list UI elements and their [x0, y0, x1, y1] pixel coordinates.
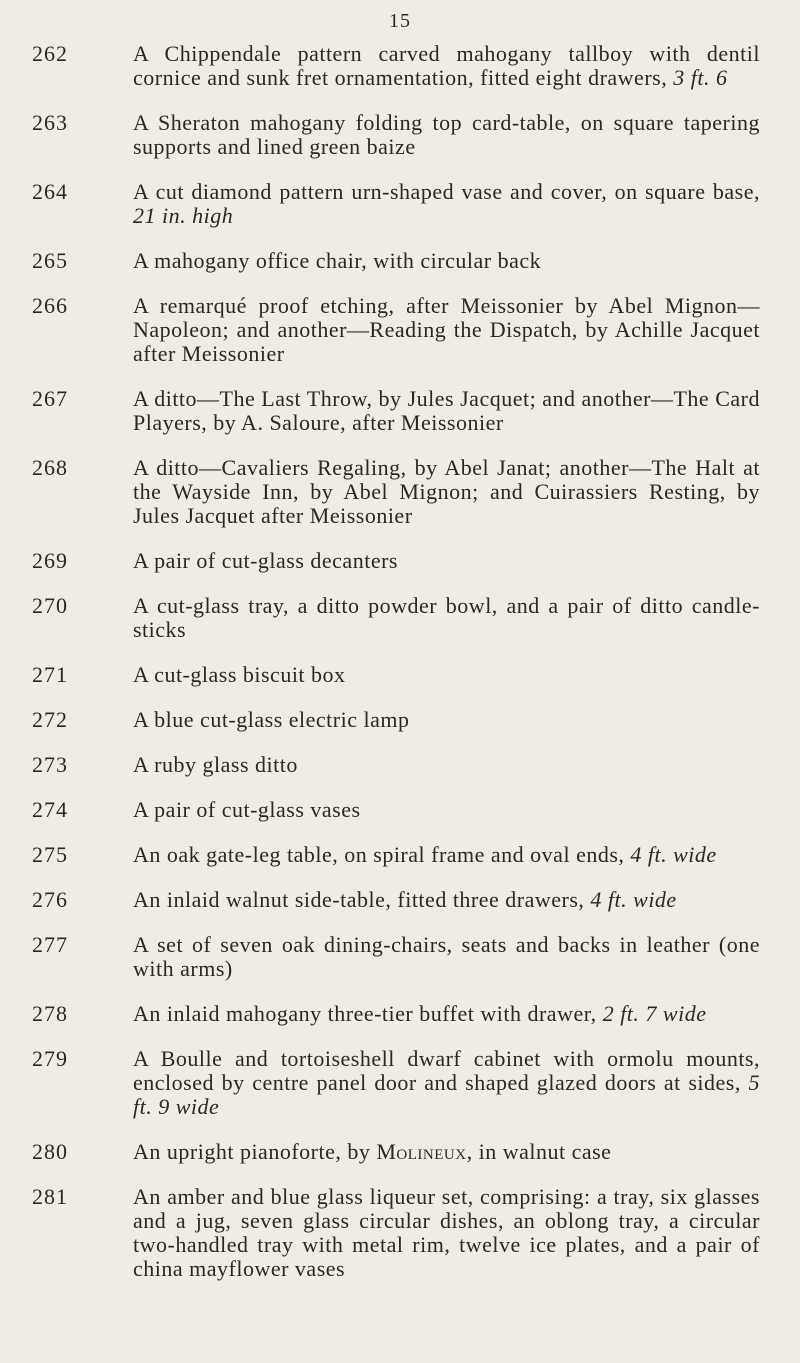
lot-number: 272 [32, 707, 68, 732]
lot-text: An inlaid mahogany three-tier buffet with drawer, [133, 1001, 597, 1026]
lot-268 [0, 456, 800, 528]
lot-dimensions: 5 ft. 9 wide [133, 1070, 760, 1119]
lot-263 [0, 111, 800, 159]
lot-description [133, 753, 760, 777]
lot-dimensions: 2 ft. 7 wide [602, 1001, 707, 1026]
lot-text: A remarqué proof etching, after Meissonier by Abel Mignon—Napoleon; and another—Reading the Dispatch, by Achille Jacquet after Meissonier [133, 293, 760, 366]
lot-273 [0, 753, 800, 777]
lot-265 [0, 249, 800, 273]
lot-text: A cut-glass biscuit box [133, 662, 346, 687]
lot-280 [0, 1140, 800, 1164]
lot-number: 267 [32, 386, 68, 411]
lot-270 [0, 594, 800, 642]
lot-description [133, 708, 760, 732]
lot-description [133, 549, 760, 573]
lot-number: 265 [32, 248, 68, 273]
lot-262 [0, 42, 800, 90]
lot-description [133, 249, 760, 273]
lot-number: 269 [32, 548, 68, 573]
lot-text: A cut diamond pattern urn-shaped vase and cover, on square base, [133, 179, 760, 204]
lot-description [133, 1140, 760, 1164]
lot-number: 262 [32, 41, 68, 66]
lot-number: 275 [32, 842, 68, 867]
lot-number: 271 [32, 662, 68, 687]
lot-description [133, 180, 760, 228]
lot-number: 276 [32, 887, 68, 912]
lot-number: 274 [32, 797, 68, 822]
lot-text: An oak gate-leg table, on spiral frame and oval ends, [133, 842, 625, 867]
lot-264 [0, 180, 800, 228]
lot-text: A pair of cut-glass decanters [133, 548, 398, 573]
lot-description [133, 294, 760, 366]
lot-description [133, 843, 760, 867]
lot-description [133, 1047, 760, 1119]
lot-text: A blue cut-glass electric lamp [133, 707, 410, 732]
lot-number: 263 [32, 110, 68, 135]
lot-description [133, 663, 760, 687]
lot-text: An inlaid walnut side-table, fitted three drawers, [133, 887, 585, 912]
lot-number: 279 [32, 1046, 68, 1071]
lot-271 [0, 663, 800, 687]
lot-number: 278 [32, 1001, 68, 1026]
lot-number: 270 [32, 593, 68, 618]
lot-274 [0, 798, 800, 822]
lot-list [0, 42, 800, 1302]
lot-277 [0, 933, 800, 981]
lot-text: A ruby glass ditto [133, 752, 298, 777]
page-number: 15 [389, 10, 411, 32]
lot-text: An upright pianoforte, by [133, 1139, 371, 1164]
lot-number: 280 [32, 1139, 68, 1164]
lot-text: A ditto—The Last Throw, by Jules Jacquet; and another—The Card Players, by A. Saloure, after Meissonier [133, 386, 760, 435]
lot-description [133, 42, 760, 90]
lot-279 [0, 1047, 800, 1119]
lot-description [133, 888, 760, 912]
lot-281 [0, 1185, 800, 1281]
lot-description [133, 111, 760, 159]
lot-text: A Chippendale pattern carved mahogany tallboy with dentil cornice and sunk fret ornamentation, fitted eight drawers, [133, 41, 760, 90]
lot-text: A Sheraton mahogany folding top card-table, on square tapering supports and lined green baize [133, 110, 760, 159]
lot-275 [0, 843, 800, 867]
lot-text: A cut-glass tray, a ditto powder bowl, and a pair of ditto candle-sticks [133, 593, 760, 642]
lot-272 [0, 708, 800, 732]
lot-dimensions: 21 in. high [133, 203, 234, 228]
lot-number: 273 [32, 752, 68, 777]
lot-266 [0, 294, 800, 366]
lot-text: A ditto—Cavaliers Regaling, by Abel Janat; another—The Halt at the Wayside Inn, by Abel Mignon; and Cuirassiers Resting, by Jules Jacquet after Meissonier [133, 455, 760, 528]
lot-description [133, 387, 760, 435]
lot-267 [0, 387, 800, 435]
lot-276 [0, 888, 800, 912]
lot-dimensions: 4 ft. wide [630, 842, 717, 867]
lot-269 [0, 549, 800, 573]
lot-number: 266 [32, 293, 68, 318]
lot-text: An amber and blue glass liqueur set, comprising: a tray, six glasses and a jug, seven glass circular dishes, an oblong tray, a circular two-handled tray with metal rim, twelve ice plates, and a pair of china mayflower vases [133, 1184, 760, 1281]
lot-description [133, 1185, 760, 1281]
lot-description [133, 594, 760, 642]
lot-description [133, 933, 760, 981]
lot-text: A mahogany office chair, with circular back [133, 248, 542, 273]
lot-number: 277 [32, 932, 68, 957]
lot-maker: Molineux, [376, 1139, 473, 1164]
lot-text: A Boulle and tortoiseshell dwarf cabinet with ormolu mounts, enclosed by centre panel door and shaped glazed doors at sides, [133, 1046, 760, 1095]
lot-text-continued: in walnut case [478, 1139, 612, 1164]
lot-number: 268 [32, 455, 68, 480]
lot-text: A pair of cut-glass vases [133, 797, 361, 822]
lot-description [133, 1002, 760, 1026]
lot-description [133, 798, 760, 822]
lot-278 [0, 1002, 800, 1026]
lot-dimensions: 4 ft. wide [590, 887, 677, 912]
lot-dimensions: 3 ft. 6 [673, 65, 728, 90]
lot-number: 281 [32, 1184, 68, 1209]
lot-text: A set of seven oak dining-chairs, seats and backs in leather (one with arms) [133, 932, 760, 981]
lot-number: 264 [32, 179, 68, 204]
lot-description [133, 456, 760, 528]
